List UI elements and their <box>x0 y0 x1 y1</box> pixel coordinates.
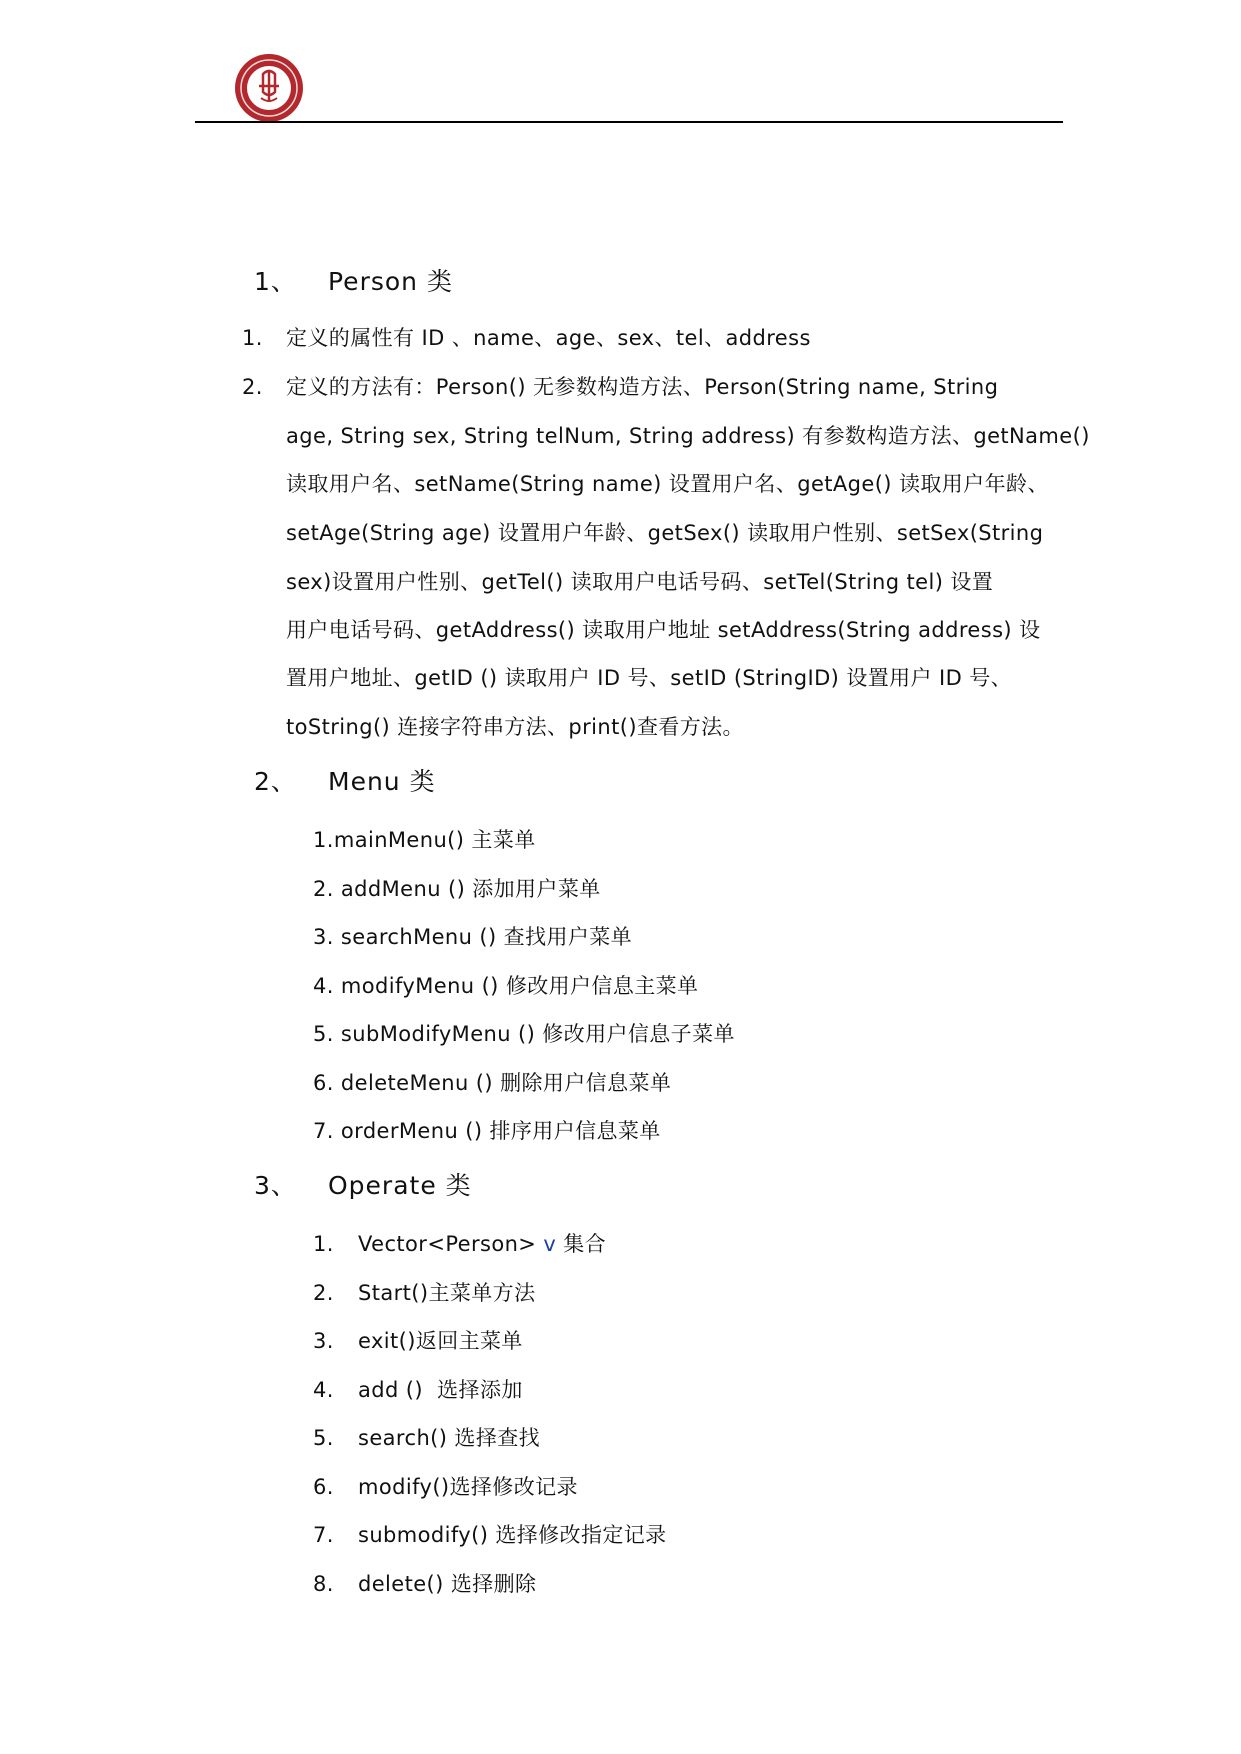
list-text: search() 选择查找 <box>358 1426 541 1450</box>
list-item: 3. searchMenu () 查找用户菜单 <box>313 925 633 949</box>
list-text: Vector<Person> <box>358 1232 544 1256</box>
list-item: 5. subModifyMenu () 修改用户信息子菜单 <box>313 1022 735 1046</box>
list-item <box>313 1325 523 1355</box>
list-item: 7. orderMenu () 排序用户信息菜单 <box>313 1119 661 1143</box>
section-heading-person <box>254 262 453 298</box>
list-number: 7. <box>313 1523 334 1547</box>
paragraph-line: toString() 连接字符串方法、print()查看方法。 <box>286 715 744 739</box>
section-title: Operate 类 <box>328 1171 472 1200</box>
list-number: 2. <box>242 375 263 399</box>
list-number: 3. <box>313 1329 334 1353</box>
paragraph-line: 置用户地址、getID () 读取用户 ID 号、setID (StringID) 设置用户 ID 号、 <box>286 666 1013 690</box>
list-text: submodify() 选择修改指定记录 <box>358 1523 667 1547</box>
section-title: Person 类 <box>328 267 453 296</box>
list-text: Start()主菜单方法 <box>358 1281 536 1305</box>
list-number: 8. <box>313 1572 334 1596</box>
list-item <box>313 1228 606 1258</box>
list-number: 1. <box>313 1232 334 1256</box>
section-title: Menu 类 <box>328 767 436 796</box>
list-item <box>313 1519 667 1549</box>
list-text: 定义的属性有 ID 、name、age、sex、tel、address <box>286 326 811 350</box>
paragraph-line: 用户电话号码、getAddress() 读取用户地址 setAddress(String address) 设 <box>286 618 1041 642</box>
variable-name: v <box>543 1232 557 1256</box>
list-number: 5. <box>313 1426 334 1450</box>
list-item: 1.mainMenu() 主菜单 <box>313 828 536 852</box>
section-number: 1、 <box>254 267 297 296</box>
header-rule <box>195 121 1063 123</box>
list-item <box>313 1471 578 1501</box>
list-number: 4. <box>313 1378 334 1402</box>
paragraph-line: 读取用户名、setName(String name) 设置用户名、getAge() 读取用户年龄、 <box>286 472 1049 496</box>
list-item: 2. addMenu () 添加用户菜单 <box>313 877 601 901</box>
section-number: 3、 <box>254 1171 297 1200</box>
section-heading-menu <box>254 762 436 798</box>
list-text: 集合 <box>556 1232 607 1256</box>
list-number: 6. <box>313 1475 334 1499</box>
section-number: 2、 <box>254 767 297 796</box>
list-item: 4. modifyMenu () 修改用户信息主菜单 <box>313 974 699 998</box>
list-text: modify()选择修改记录 <box>358 1475 578 1499</box>
list-text: delete() 选择删除 <box>358 1572 537 1596</box>
list-item <box>313 1374 523 1404</box>
list-text: exit()返回主菜单 <box>358 1329 523 1353</box>
list-number: 1. <box>242 326 263 350</box>
list-item <box>313 1568 536 1598</box>
list-item <box>313 1422 540 1452</box>
list-number: 2. <box>313 1281 334 1305</box>
paragraph-line: age, String sex, String telNum, String address) 有参数构造方法、getName() <box>286 424 1090 448</box>
list-item <box>242 322 811 352</box>
list-text: 定义的方法有：Person() 无参数构造方法、Person(String name, String <box>286 375 999 399</box>
university-seal-icon <box>233 52 305 124</box>
list-item <box>313 1277 536 1307</box>
list-item: 6. deleteMenu () 删除用户信息菜单 <box>313 1071 672 1095</box>
paragraph-line: setAge(String age) 设置用户年龄、getSex() 读取用户性别、setSex(String <box>286 521 1044 545</box>
list-text: add () 选择添加 <box>358 1378 523 1402</box>
section-heading-operate <box>254 1166 472 1202</box>
paragraph-line: sex)设置用户性别、getTel() 读取用户电话号码、setTel(String tel) 设置 <box>286 570 994 594</box>
list-item <box>242 371 998 401</box>
